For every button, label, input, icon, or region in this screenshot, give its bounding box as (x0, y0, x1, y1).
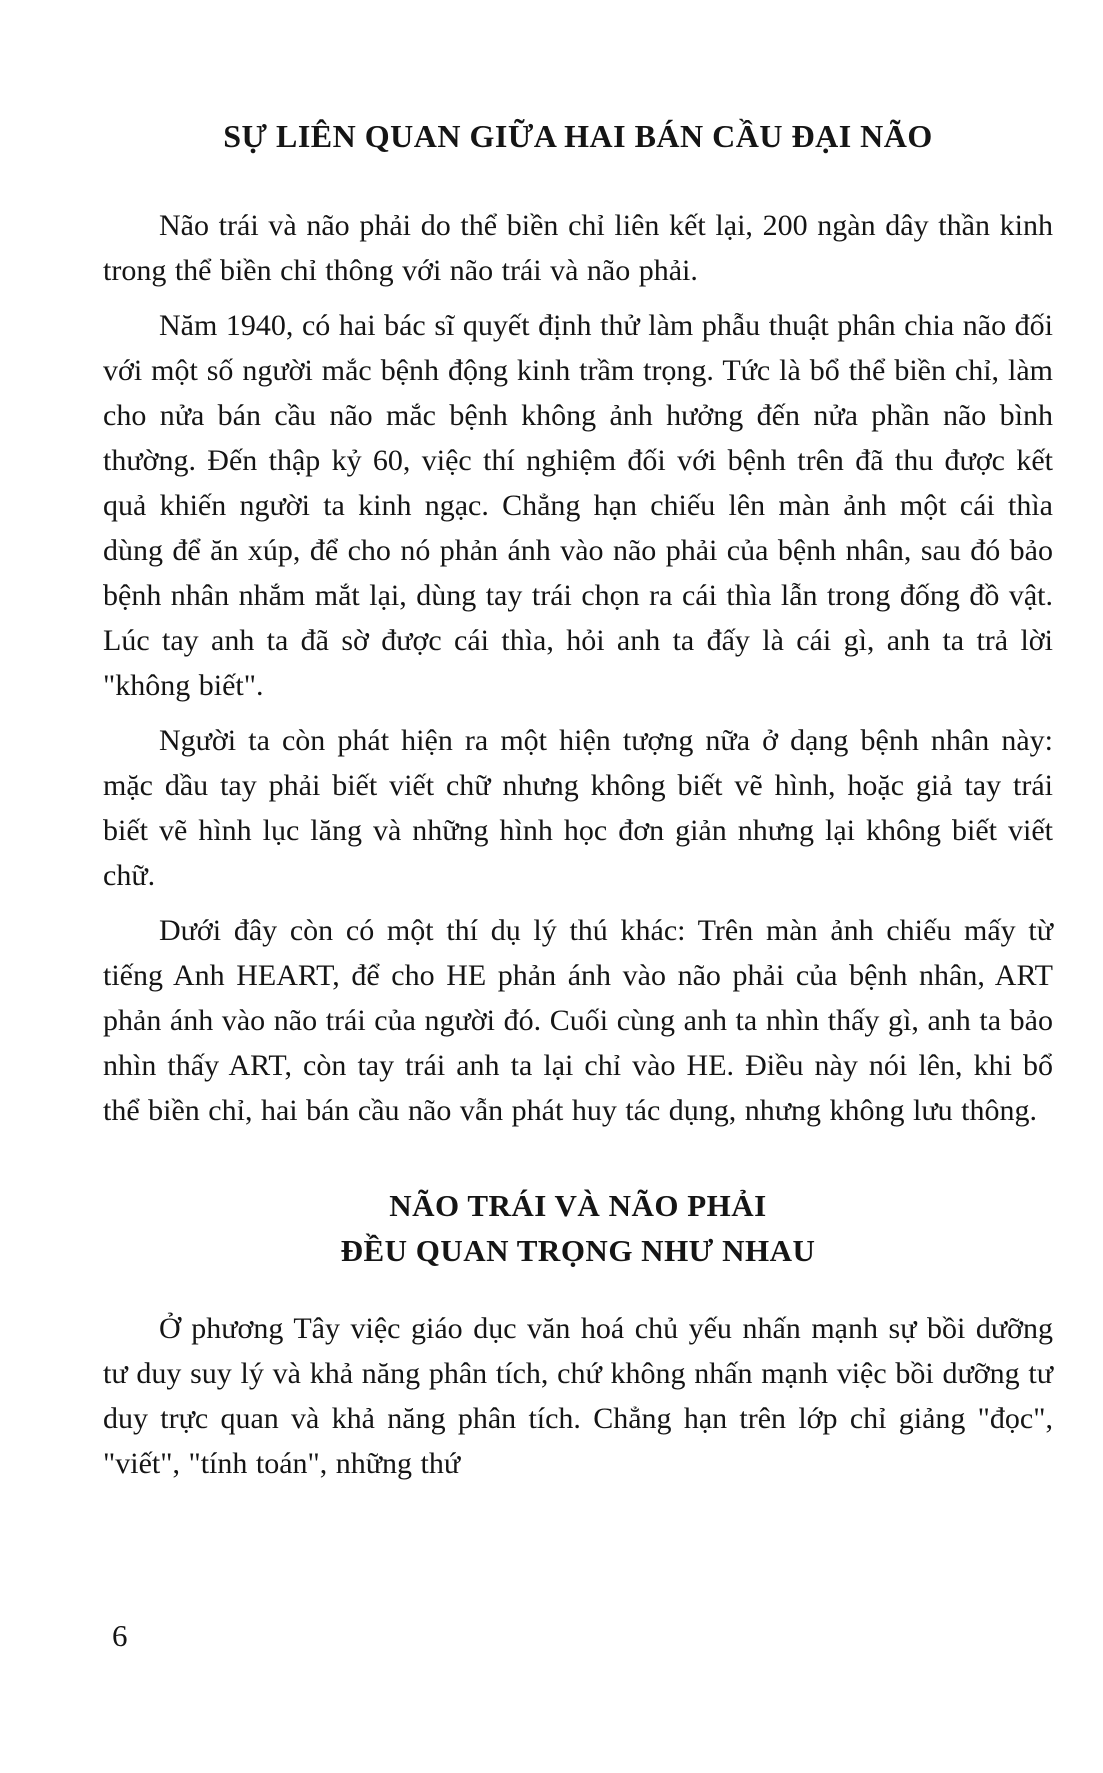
chapter-title: SỰ LIÊN QUAN GIỮA HAI BÁN CẦU ĐẠI NÃO (223, 118, 933, 154)
paragraph: Người ta còn phát hiện ra một hiện tượng nữa ở dạng bệnh nhân này: mặc dầu tay phải biết viết chữ nhưng không biết vẽ hình, hoặc giả tay trái biết vẽ hình lục lăng và những hình học đơn giản nhưng lại không biết viết chữ. (103, 724, 1053, 892)
paragraph: Ở phương Tây việc giáo dục văn hoá chủ yếu nhấn mạnh sự bồi dưỡng tư duy suy lý và khả năng phân tích, chứ không nhấn mạnh việc bồi dưỡng tư duy trực quan và khả năng phân tích. Chẳng hạn trên lớp chỉ giảng "đọc", "viết", "tính toán", những thứ (103, 1312, 1053, 1480)
section-title (103, 1183, 1053, 1273)
section-title-line1: NÃO TRÁI VÀ NÃO PHẢI (389, 1188, 767, 1223)
page-number: 6 (112, 1618, 128, 1653)
paragraph: Dưới đây còn có một thí dụ lý thú khác: Trên màn ảnh chiếu mấy từ tiếng Anh HEART, để cho HE phản ánh vào não phải của bệnh nhân, ART phản ánh vào não trái của người đó. Cuối cùng anh ta nhìn thấy gì, anh ta bảo nhìn thấy ART, còn tay trái anh ta lại chỉ vào HE. Điều này nói lên, khi bổ thể biền chỉ, hai bán cầu não vẫn phát huy tác dụng, nhưng không lưu thông. (103, 914, 1053, 1127)
page-content (103, 116, 1053, 1496)
section-title-line2: ĐỀU QUAN TRỌNG NHƯ NHAU (340, 1233, 816, 1268)
paragraph: Não trái và não phải do thể biền chỉ liên kết lại, 200 ngàn dây thần kinh trong thể biền chỉ thông với não trái và não phải. (103, 209, 1053, 287)
paragraph: Năm 1940, có hai bác sĩ quyết định thử làm phẫu thuật phân chia não đối với một số người mắc bệnh động kinh trầm trọng. Tức là bổ thể biền chỉ, làm cho nửa bán cầu não mắc bệnh không ảnh hưởng đến nửa phần não bình thường. Đến thập kỷ 60, việc thí nghiệm đối với bệnh trên đã thu được kết quả khiến người ta kinh ngạc. Chẳng hạn chiếu lên màn ảnh một cái thìa dùng để ăn xúp, để cho nó phản ánh vào não phải của bệnh nhân, sau đó bảo bệnh nhân nhắm mắt lại, dùng tay trái chọn ra cái thìa lẫn trong đống đồ vật. Lúc tay anh ta đã sờ được cái thìa, hỏi anh ta đấy là cái gì, anh ta trả lời "không biết". (103, 309, 1053, 702)
